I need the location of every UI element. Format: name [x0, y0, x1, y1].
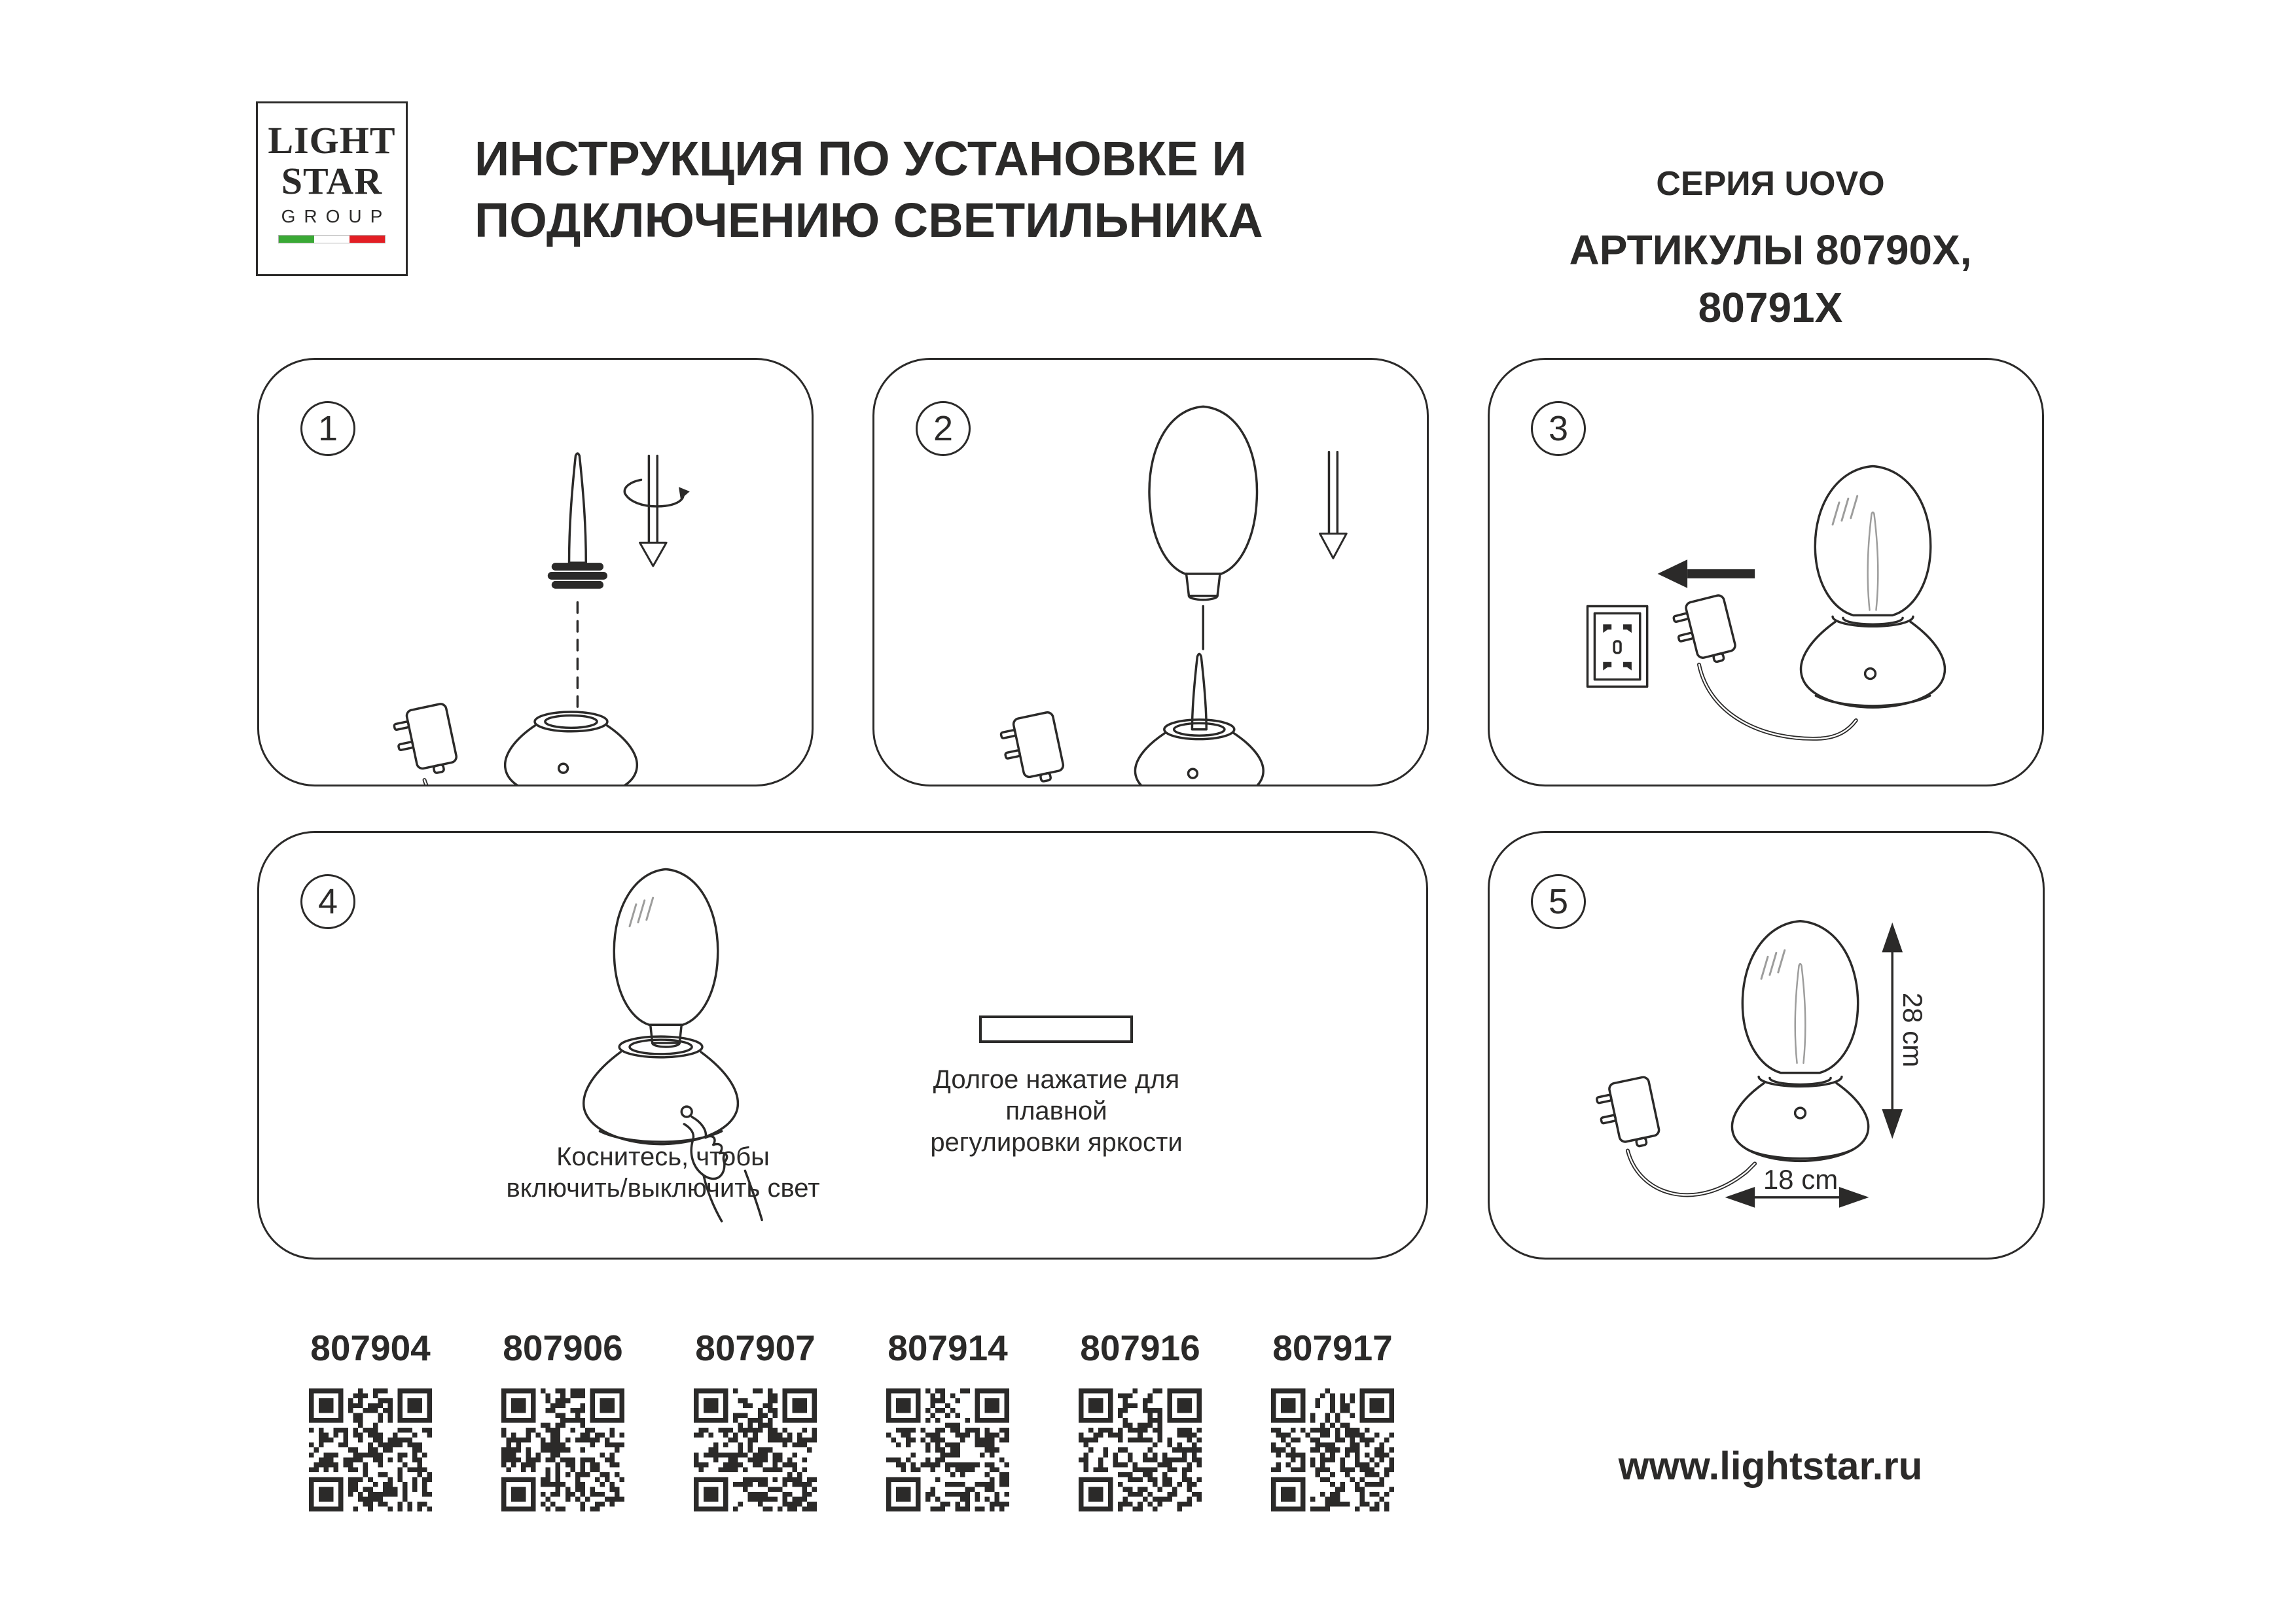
step-1-number: 1 [300, 401, 355, 456]
power-adapter-icon [1594, 1076, 1662, 1153]
italian-flag-icon [278, 235, 386, 243]
article-item [694, 1330, 817, 1511]
touch-button-dot [681, 1106, 692, 1117]
qr-code [886, 1388, 1009, 1511]
logo-word-star: STAR [281, 160, 383, 202]
step-4-number: 4 [300, 874, 355, 929]
flag-green [279, 236, 314, 243]
longpress-button-rect [979, 1015, 1133, 1043]
article-item [501, 1330, 624, 1511]
logo-word-light: LIGHT [268, 119, 396, 162]
width-dimension-label: 18 cm [1763, 1164, 1839, 1195]
qr-row [309, 1330, 1394, 1511]
touch-button-dot [1188, 769, 1197, 778]
qr-code [1079, 1388, 1202, 1511]
title-line-1: ИНСТРУКЦИЯ ПО УСТАНОВКЕ И [475, 132, 1247, 186]
lamp-base-drawing [1732, 1077, 1868, 1161]
power-adapter-icon [1671, 594, 1738, 669]
step-3-illustration [1490, 360, 2042, 785]
article-item [309, 1330, 432, 1511]
article-number: 807904 [310, 1328, 431, 1368]
article-item [1079, 1330, 1202, 1511]
touch-button-dot [1865, 669, 1876, 679]
step-1-panel [257, 358, 814, 786]
step-3-panel [1488, 358, 2044, 786]
touch-button-dot [1795, 1108, 1806, 1118]
article-number: 807906 [503, 1328, 623, 1368]
step-4-panel [257, 831, 1428, 1260]
article-item [1271, 1330, 1394, 1511]
lamp-base-drawing [1801, 616, 1945, 707]
series-block [1499, 164, 2042, 336]
arrow-down-icon [1320, 452, 1347, 558]
step-2-number: 2 [916, 401, 971, 456]
qr-code [501, 1388, 624, 1511]
article-item [886, 1330, 1009, 1511]
article-number: 807916 [1080, 1328, 1200, 1368]
articles-line-1: АРТИКУЛЫ 80790X, [1569, 226, 1972, 274]
article-number: 807914 [888, 1328, 1008, 1368]
lamp-base-drawing [505, 712, 637, 785]
flag-red [350, 236, 385, 243]
website-url: www.lightstar.ru [1618, 1444, 1923, 1488]
logo-word-group: GROUP [281, 206, 391, 226]
filament-drawing [1795, 964, 1806, 1063]
page-title [475, 128, 1263, 251]
touch-caption: Коснитесь, чтобы включить/выключить свет [506, 1142, 820, 1203]
lightstar-logo [256, 101, 408, 276]
lamp-base-drawing [584, 1036, 738, 1144]
qr-code [309, 1388, 432, 1511]
step-4-illustration [259, 833, 1426, 1258]
series-label: СЕРИЯ UOVO [1656, 165, 1885, 203]
step-1-illustration [259, 360, 812, 785]
longpress-caption: Долгое нажатие для плавной регулировки яркости [930, 1065, 1183, 1157]
article-number: 807917 [1272, 1328, 1393, 1368]
glass-shade-drawing [1742, 921, 1857, 1073]
step-2-illustration [874, 360, 1427, 785]
glass-shade-drawing [614, 869, 718, 1046]
arrow-left-icon [1658, 559, 1755, 588]
touch-button-dot [559, 764, 568, 773]
articles-line-2: 80791X [1698, 284, 1843, 331]
height-dimension-label: 28 cm [1897, 992, 1928, 1068]
step-2-panel [872, 358, 1429, 786]
screw-rotation-arrow-icon [624, 456, 690, 566]
glass-spike-drawing [548, 453, 607, 589]
step-5-number: 5 [1531, 874, 1586, 929]
power-adapter-icon [999, 711, 1066, 785]
qr-code [1271, 1388, 1394, 1511]
filament-drawing [1868, 512, 1878, 610]
power-adapter-icon [392, 703, 459, 779]
glass-shade-drawing [1149, 406, 1257, 599]
step-3-number: 3 [1531, 401, 1586, 456]
flag-white [314, 236, 350, 243]
wall-socket-icon [1588, 607, 1647, 687]
qr-code [694, 1388, 817, 1511]
article-number: 807907 [695, 1328, 816, 1368]
glass-spike-drawing [1192, 654, 1206, 729]
title-line-2: ПОДКЛЮЧЕНИЮ СВЕТИЛЬНИКА [475, 193, 1263, 247]
glass-shade-drawing [1815, 466, 1930, 615]
